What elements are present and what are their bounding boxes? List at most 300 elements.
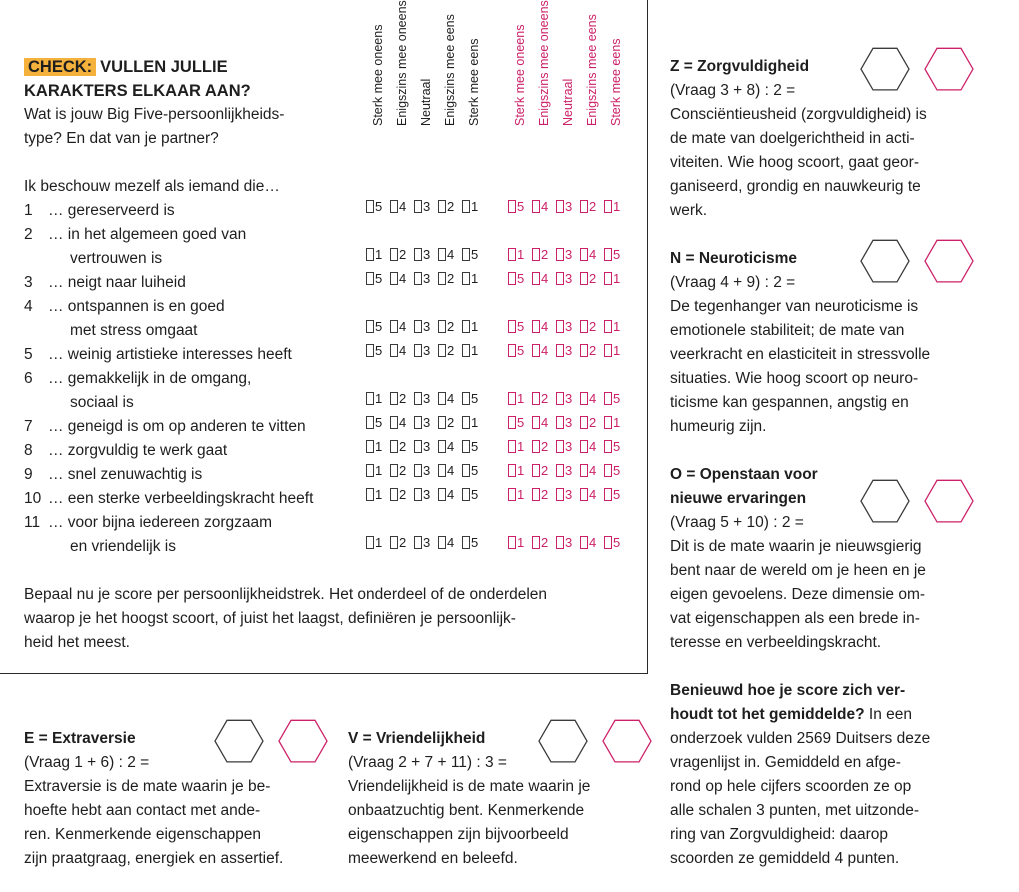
checkbox[interactable] — [580, 200, 588, 213]
self-answer-option[interactable] — [462, 535, 478, 559]
self-answer-option[interactable] — [414, 319, 430, 343]
checkbox[interactable] — [556, 440, 564, 453]
partner-answer-option[interactable] — [556, 415, 572, 439]
self-answer-option[interactable] — [390, 343, 406, 367]
option-value: 3 — [423, 439, 431, 454]
partner-answer-option[interactable] — [556, 487, 572, 511]
self-answer-option[interactable] — [414, 535, 430, 559]
checkbox[interactable] — [366, 440, 374, 453]
question-text: … ontspannen is en goed — [48, 298, 225, 315]
self-answer-option[interactable] — [438, 199, 454, 223]
partner-answer-option[interactable] — [532, 535, 548, 559]
checkbox[interactable] — [462, 488, 470, 501]
checkbox[interactable] — [604, 440, 612, 453]
self-answer-option[interactable] — [438, 535, 454, 559]
option-value: 4 — [589, 439, 597, 454]
self-answer-option[interactable] — [366, 487, 382, 511]
checkbox[interactable] — [414, 272, 422, 285]
self-answer-option[interactable] — [414, 247, 430, 271]
checkbox[interactable] — [414, 488, 422, 501]
partner-scale-header: Enigszins mee oneens — [537, 0, 551, 126]
option-value: 2 — [589, 271, 597, 286]
self-answer-option[interactable] — [366, 463, 382, 487]
partner-answer-option[interactable] — [556, 271, 572, 295]
option-value: 5 — [613, 463, 621, 478]
checkbox[interactable] — [604, 416, 612, 429]
self-answer-option[interactable] — [390, 463, 406, 487]
checkbox[interactable] — [390, 392, 398, 405]
checkbox[interactable] — [414, 416, 422, 429]
checkbox[interactable] — [390, 416, 398, 429]
score-hexagon-partner-z[interactable] — [924, 46, 974, 94]
self-answer-option[interactable] — [438, 439, 454, 463]
partner-answer-option[interactable] — [532, 343, 548, 367]
option-value: 2 — [399, 487, 407, 502]
checkbox[interactable] — [366, 248, 374, 261]
checkbox[interactable] — [390, 536, 398, 549]
checkbox[interactable] — [556, 392, 564, 405]
self-answer-option[interactable] — [462, 319, 478, 343]
checkbox[interactable] — [556, 464, 564, 477]
partner-answer-option[interactable] — [604, 535, 620, 559]
checkbox[interactable] — [390, 440, 398, 453]
partner-answer-option[interactable] — [580, 439, 596, 463]
self-answer-option[interactable] — [366, 199, 382, 223]
checkbox[interactable] — [462, 464, 470, 477]
checkbox[interactable] — [414, 536, 422, 549]
self-answer-option[interactable] — [462, 343, 478, 367]
trait-n-line: situaties. Wie hoog scoort op neuro- — [670, 370, 919, 387]
partner-answer-option[interactable] — [508, 463, 524, 487]
option-value: 5 — [375, 415, 383, 430]
checkbox[interactable] — [556, 488, 564, 501]
checkbox[interactable] — [414, 320, 422, 333]
checkbox[interactable] — [438, 248, 446, 261]
option-value: 1 — [517, 439, 525, 454]
checkbox[interactable] — [438, 488, 446, 501]
partner-answer-option[interactable] — [556, 463, 572, 487]
checkbox[interactable] — [366, 392, 374, 405]
option-value: 3 — [423, 463, 431, 478]
question-text-continued: en vriendelijk is — [70, 538, 176, 555]
option-value: 3 — [423, 271, 431, 286]
score-hexagon-self-e[interactable] — [214, 718, 264, 766]
checkbox[interactable] — [390, 488, 398, 501]
score-hexagon-partner-v[interactable] — [602, 718, 652, 766]
partner-answer-option[interactable] — [508, 415, 524, 439]
option-value: 5 — [613, 535, 621, 550]
partner-answer-option[interactable] — [604, 487, 620, 511]
partner-answer-option[interactable] — [556, 535, 572, 559]
checkbox[interactable] — [604, 392, 612, 405]
self-answer-option[interactable] — [414, 439, 430, 463]
self-answer-option[interactable] — [390, 391, 406, 415]
partner-answer-option[interactable] — [604, 199, 620, 223]
self-answer-option[interactable] — [438, 271, 454, 295]
self-answer-option[interactable] — [462, 487, 478, 511]
checkbox[interactable] — [580, 248, 588, 261]
checkbox[interactable] — [580, 440, 588, 453]
checkbox[interactable] — [462, 536, 470, 549]
option-value: 1 — [613, 319, 621, 334]
self-answer-option[interactable] — [390, 415, 406, 439]
checkbox[interactable] — [532, 440, 540, 453]
self-answer-option[interactable] — [462, 391, 478, 415]
partner-answer-option[interactable] — [532, 415, 548, 439]
checkbox[interactable] — [390, 272, 398, 285]
partner-answer-option[interactable] — [580, 415, 596, 439]
self-answer-option[interactable] — [414, 343, 430, 367]
self-answer-option[interactable] — [366, 535, 382, 559]
checkbox[interactable] — [532, 248, 540, 261]
self-answer-option[interactable] — [438, 415, 454, 439]
option-value: 3 — [423, 391, 431, 406]
option-value: 2 — [541, 247, 549, 262]
checkbox[interactable] — [580, 272, 588, 285]
checkbox[interactable] — [604, 320, 612, 333]
option-value: 2 — [399, 463, 407, 478]
partner-answer-option[interactable] — [508, 439, 524, 463]
self-answer-option[interactable] — [462, 271, 478, 295]
checkbox[interactable] — [532, 200, 540, 213]
checkbox[interactable] — [580, 536, 588, 549]
partner-answer-option[interactable] — [556, 247, 572, 271]
checkbox[interactable] — [508, 200, 516, 213]
partner-answer-option[interactable] — [556, 391, 572, 415]
partner-answer-option[interactable] — [532, 463, 548, 487]
self-answer-option[interactable] — [414, 487, 430, 511]
option-value: 1 — [517, 487, 525, 502]
trait-e-line: Extraversie is de mate waarin je be- — [24, 778, 271, 795]
self-answer-option[interactable] — [462, 463, 478, 487]
option-value: 3 — [423, 487, 431, 502]
option-value: 5 — [517, 271, 525, 286]
self-answer-option[interactable] — [462, 247, 478, 271]
trait-n-line: ticisme kan gespannen, angstig en — [670, 394, 909, 411]
partner-answer-option[interactable] — [604, 319, 620, 343]
question-text: … weinig artistieke interesses heeft — [48, 346, 292, 363]
partner-answer-option[interactable] — [604, 439, 620, 463]
partner-answer-option[interactable] — [532, 439, 548, 463]
checkbox[interactable] — [390, 464, 398, 477]
self-answer-option[interactable] — [366, 319, 382, 343]
checkbox[interactable] — [556, 344, 564, 357]
self-answer-option[interactable] — [390, 319, 406, 343]
option-value: 2 — [541, 535, 549, 550]
checkbox[interactable] — [580, 464, 588, 477]
checkbox[interactable] — [580, 488, 588, 501]
partner-answer-option[interactable] — [508, 487, 524, 511]
option-value: 3 — [565, 415, 573, 430]
quiz-lead: Ik beschouw mezelf als iemand die… — [24, 178, 280, 195]
trait-z-title: Z = Zorgvuldigheid — [670, 58, 810, 75]
score-hexagon-self-z[interactable] — [860, 46, 910, 94]
partner-answer-option[interactable] — [604, 271, 620, 295]
option-value: 1 — [613, 415, 621, 430]
checkbox[interactable] — [390, 248, 398, 261]
option-value: 1 — [613, 199, 621, 214]
self-scale-header: Sterk mee eens — [467, 38, 481, 126]
trait-n-formula: (Vraag 4 + 9) : 2 = — [670, 274, 796, 291]
checkbox[interactable] — [532, 320, 540, 333]
option-value: 5 — [517, 415, 525, 430]
self-answer-option[interactable] — [390, 271, 406, 295]
checkbox[interactable] — [508, 248, 516, 261]
partner-answer-option[interactable] — [604, 415, 620, 439]
checkbox[interactable] — [532, 464, 540, 477]
self-answer-option[interactable] — [390, 535, 406, 559]
self-answer-option[interactable] — [390, 247, 406, 271]
checkbox[interactable] — [438, 392, 446, 405]
option-value: 5 — [517, 319, 525, 334]
option-value: 4 — [541, 415, 549, 430]
quiz-title-line-2: KARAKTERS ELKAAR AAN? — [24, 82, 251, 100]
checkbox[interactable] — [462, 344, 470, 357]
checkbox[interactable] — [580, 344, 588, 357]
checkbox[interactable] — [556, 272, 564, 285]
trait-z-line: Consciëntieusheid (zorgvuldigheid) is — [670, 106, 927, 123]
partner-answer-option[interactable] — [508, 247, 524, 271]
checkbox[interactable] — [414, 344, 422, 357]
question-number: 1 — [24, 202, 33, 219]
score-hexagon-partner-o[interactable] — [924, 478, 974, 526]
trait-v-line: eigenschappen zijn bijvoorbeeld — [348, 826, 569, 843]
partner-answer-option[interactable] — [580, 271, 596, 295]
partner-answer-option[interactable] — [556, 439, 572, 463]
self-answer-option[interactable] — [438, 391, 454, 415]
self-answer-option[interactable] — [438, 487, 454, 511]
self-answer-option[interactable] — [390, 487, 406, 511]
checkbox[interactable] — [438, 536, 446, 549]
average-line: ring van Zorgvuldigheid: daarop — [670, 826, 888, 843]
checkbox[interactable] — [366, 416, 374, 429]
partner-answer-option[interactable] — [580, 247, 596, 271]
checkbox[interactable] — [438, 272, 446, 285]
question-text-continued: vertrouwen is — [70, 250, 163, 267]
option-value: 1 — [517, 247, 525, 262]
checkbox[interactable] — [508, 464, 516, 477]
checkbox[interactable] — [366, 272, 374, 285]
checkbox[interactable] — [366, 536, 374, 549]
checkbox[interactable] — [532, 488, 540, 501]
checkbox[interactable] — [580, 392, 588, 405]
partner-answer-option[interactable] — [532, 271, 548, 295]
score-hexagon-partner-e[interactable] — [278, 718, 328, 766]
option-value: 5 — [471, 247, 479, 262]
self-answer-option[interactable] — [366, 271, 382, 295]
checkbox[interactable] — [508, 488, 516, 501]
checkbox[interactable] — [462, 200, 470, 213]
self-answer-option[interactable] — [462, 415, 478, 439]
partner-answer-option[interactable] — [556, 319, 572, 343]
outro-line-3: heid het meest. — [24, 634, 130, 651]
self-answer-option[interactable] — [366, 247, 382, 271]
checkbox[interactable] — [438, 320, 446, 333]
trait-o-line: teresse en verbeeldingskracht. — [670, 634, 882, 651]
question-number: 9 — [24, 466, 33, 483]
self-answer-option[interactable] — [366, 439, 382, 463]
checkbox[interactable] — [414, 200, 422, 213]
score-hexagon-self-n[interactable] — [860, 238, 910, 286]
partner-answer-option[interactable] — [508, 343, 524, 367]
checkbox[interactable] — [580, 320, 588, 333]
partner-answer-option[interactable] — [532, 391, 548, 415]
checkbox[interactable] — [414, 464, 422, 477]
question-number: 7 — [24, 418, 33, 435]
checkbox[interactable] — [462, 440, 470, 453]
partner-answer-option[interactable] — [604, 247, 620, 271]
score-hexagon-self-o[interactable] — [860, 478, 910, 526]
checkbox[interactable] — [438, 440, 446, 453]
checkbox[interactable] — [438, 200, 446, 213]
self-answer-option[interactable] — [462, 199, 478, 223]
checkbox[interactable] — [462, 272, 470, 285]
checkbox[interactable] — [604, 536, 612, 549]
option-value: 4 — [399, 199, 407, 214]
partner-answer-option[interactable] — [508, 391, 524, 415]
checkbox[interactable] — [508, 344, 516, 357]
partner-answer-option[interactable] — [532, 319, 548, 343]
partner-answer-option[interactable] — [580, 199, 596, 223]
self-answer-option[interactable] — [390, 199, 406, 223]
self-answer-option[interactable] — [366, 415, 382, 439]
self-answer-option[interactable] — [438, 343, 454, 367]
trait-v-line: onbaatzuchtig bent. Kenmerkende — [348, 802, 585, 819]
checkbox[interactable] — [438, 344, 446, 357]
checkbox[interactable] — [604, 344, 612, 357]
checkbox[interactable] — [508, 392, 516, 405]
self-scale-header: Neutraal — [419, 78, 433, 126]
self-answer-option[interactable] — [462, 439, 478, 463]
checkbox[interactable] — [604, 272, 612, 285]
checkbox[interactable] — [462, 248, 470, 261]
checkbox[interactable] — [604, 464, 612, 477]
self-scale-header: Enigszins mee eens — [443, 14, 457, 126]
checkbox[interactable] — [438, 416, 446, 429]
partner-answer-option[interactable] — [508, 535, 524, 559]
checkbox[interactable] — [604, 248, 612, 261]
checkbox[interactable] — [532, 416, 540, 429]
partner-answer-option[interactable] — [580, 535, 596, 559]
self-answer-option[interactable] — [414, 199, 430, 223]
self-answer-option[interactable] — [438, 247, 454, 271]
self-answer-option[interactable] — [390, 439, 406, 463]
question-text: … gemakkelijk in de omgang, — [48, 370, 252, 387]
average-line: vragenlijst in. Gemiddeld en afge- — [670, 754, 901, 771]
checkbox[interactable] — [438, 464, 446, 477]
question-text: … snel zenuwachtig is — [48, 466, 203, 483]
checkbox[interactable] — [556, 248, 564, 261]
checkbox[interactable] — [508, 440, 516, 453]
average-line: alle schalen 3 punten, met uitzonde- — [670, 802, 920, 819]
checkbox[interactable] — [508, 272, 516, 285]
score-hexagon-partner-n[interactable] — [924, 238, 974, 286]
option-value: 3 — [565, 391, 573, 406]
self-answer-option[interactable] — [366, 343, 382, 367]
partner-answer-option[interactable] — [532, 199, 548, 223]
option-value: 4 — [541, 271, 549, 286]
checkbox[interactable] — [366, 488, 374, 501]
partner-answer-option[interactable] — [580, 391, 596, 415]
option-value: 2 — [447, 271, 455, 286]
self-answer-option[interactable] — [414, 391, 430, 415]
checkbox[interactable] — [508, 536, 516, 549]
checkbox[interactable] — [414, 248, 422, 261]
checkbox[interactable] — [366, 200, 374, 213]
self-answer-option[interactable] — [414, 463, 430, 487]
partner-answer-option[interactable] — [508, 319, 524, 343]
checkbox[interactable] — [532, 392, 540, 405]
partner-answer-option[interactable] — [532, 247, 548, 271]
checkbox[interactable] — [390, 200, 398, 213]
partner-answer-option[interactable] — [604, 463, 620, 487]
partner-answer-option[interactable] — [580, 319, 596, 343]
checkbox[interactable] — [390, 344, 398, 357]
checkbox[interactable] — [508, 320, 516, 333]
checkbox[interactable] — [556, 200, 564, 213]
checkbox[interactable] — [462, 392, 470, 405]
checkbox[interactable] — [580, 416, 588, 429]
partner-answer-option[interactable] — [508, 199, 524, 223]
checkbox[interactable] — [532, 344, 540, 357]
option-value: 3 — [565, 319, 573, 334]
partner-answer-option[interactable] — [556, 343, 572, 367]
partner-answer-option[interactable] — [604, 391, 620, 415]
checkbox[interactable] — [462, 416, 470, 429]
checkbox[interactable] — [604, 488, 612, 501]
option-value: 1 — [471, 415, 479, 430]
checkbox[interactable] — [414, 440, 422, 453]
checkbox[interactable] — [366, 320, 374, 333]
partner-answer-option[interactable] — [532, 487, 548, 511]
option-value: 2 — [447, 199, 455, 214]
option-value: 1 — [471, 199, 479, 214]
checkbox[interactable] — [366, 464, 374, 477]
trait-e-line: ren. Kenmerkende eigenschappen — [24, 826, 261, 843]
checkbox[interactable] — [366, 344, 374, 357]
score-hexagon-self-v[interactable] — [538, 718, 588, 766]
partner-scale-header: Neutraal — [561, 78, 575, 126]
self-answer-option[interactable] — [414, 271, 430, 295]
partner-answer-option[interactable] — [604, 343, 620, 367]
checkbox[interactable] — [414, 392, 422, 405]
question-text-continued: sociaal is — [70, 394, 134, 411]
partner-answer-option[interactable] — [556, 199, 572, 223]
partner-answer-option[interactable] — [580, 463, 596, 487]
average-line: rond op hele cijfers scoorden ze op — [670, 778, 912, 795]
self-answer-option[interactable] — [438, 319, 454, 343]
partner-answer-option[interactable] — [508, 271, 524, 295]
partner-answer-option[interactable] — [580, 487, 596, 511]
checkbox[interactable] — [508, 416, 516, 429]
self-answer-option[interactable] — [438, 463, 454, 487]
checkbox[interactable] — [532, 536, 540, 549]
question-text: … voor bijna iedereen zorgzaam — [48, 514, 273, 531]
trait-z-formula: (Vraag 3 + 8) : 2 = — [670, 82, 796, 99]
checkbox[interactable] — [390, 320, 398, 333]
self-answer-option[interactable] — [366, 391, 382, 415]
checkbox[interactable] — [462, 320, 470, 333]
checkbox[interactable] — [556, 320, 564, 333]
checkbox[interactable] — [604, 200, 612, 213]
partner-answer-option[interactable] — [580, 343, 596, 367]
self-answer-option[interactable] — [414, 415, 430, 439]
checkbox[interactable] — [556, 416, 564, 429]
option-value: 4 — [447, 247, 455, 262]
checkbox[interactable] — [556, 536, 564, 549]
checkbox[interactable] — [532, 272, 540, 285]
option-value: 3 — [565, 271, 573, 286]
